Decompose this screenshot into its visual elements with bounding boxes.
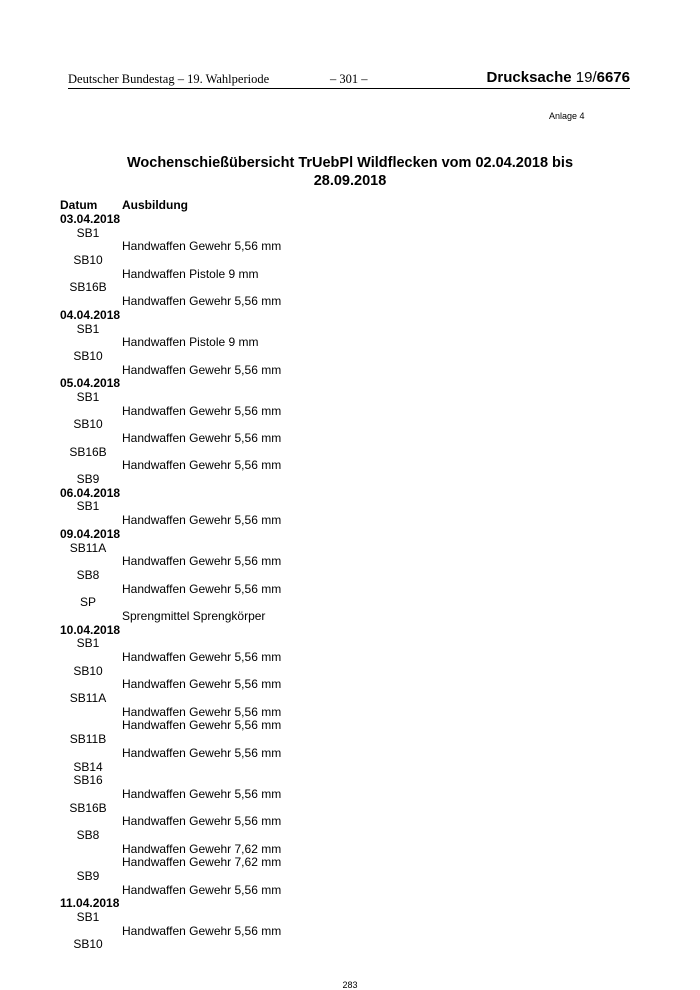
range-row — [0, 596, 700, 610]
range-row — [0, 391, 700, 405]
annex-label: Anlage 4 — [549, 111, 585, 121]
training-row: Handwaffen Gewehr 7,62 mm — [122, 841, 282, 856]
range-label: SB11A — [69, 691, 107, 706]
range-label: SB11B — [69, 732, 107, 747]
range-row — [0, 418, 700, 432]
range-label: SB8 — [76, 567, 100, 582]
training-row: Handwaffen Gewehr 5,56 mm — [122, 239, 282, 254]
header-doc-number: 6676 — [596, 69, 630, 86]
range-label: SB1 — [76, 499, 100, 514]
range-row — [0, 254, 700, 268]
range-row — [0, 473, 700, 487]
range-label: SB10 — [73, 937, 103, 952]
range-row — [0, 911, 700, 925]
date-row: 11.04.2018 — [60, 896, 120, 911]
date-row: 09.04.2018 — [60, 526, 121, 541]
date-row: 03.04.2018 — [60, 212, 121, 226]
header-doc-label: Drucksache — [486, 69, 576, 86]
range-row — [0, 227, 700, 241]
range-row — [0, 542, 700, 556]
training-row: Handwaffen Gewehr 5,56 mm — [122, 745, 282, 760]
range-label: SB9 — [76, 472, 100, 487]
training-row: Handwaffen Pistole 9 mm — [122, 335, 259, 350]
range-label: SB10 — [73, 663, 103, 678]
range-label: SB1 — [76, 389, 100, 404]
range-row — [0, 829, 700, 843]
training-row: Handwaffen Gewehr 5,56 mm — [122, 704, 282, 719]
range-row — [0, 637, 700, 651]
range-label: SB16B — [69, 280, 107, 295]
date-row: 05.04.2018 — [60, 376, 121, 391]
range-label: SB1 — [76, 910, 100, 925]
training-row: Handwaffen Gewehr 5,56 mm — [122, 294, 282, 309]
range-row — [0, 802, 700, 816]
training-row: Sprengmittel Sprengkörper — [122, 608, 266, 623]
training-row: Handwaffen Gewehr 5,56 mm — [122, 403, 282, 418]
training-row: Handwaffen Gewehr 5,56 mm — [122, 786, 282, 801]
training-row: Handwaffen Gewehr 5,56 mm — [122, 814, 282, 829]
training-row: Handwaffen Gewehr 5,56 mm — [122, 718, 282, 733]
date-row: 06.04.2018 — [60, 485, 121, 500]
training-row: Handwaffen Gewehr 5,56 mm — [122, 677, 282, 692]
range-label: SB8 — [76, 827, 100, 842]
range-label: SB16B — [69, 444, 107, 459]
range-label: SB1 — [76, 225, 100, 240]
range-row — [0, 692, 700, 706]
range-row — [0, 774, 700, 788]
range-row — [0, 569, 700, 583]
training-row: Handwaffen Gewehr 5,56 mm — [122, 362, 282, 377]
range-label: SB9 — [76, 869, 100, 883]
range-label: SB16 — [73, 773, 103, 788]
title-line-2: 28.09.2018 — [313, 173, 387, 189]
range-label: SB10 — [73, 348, 103, 363]
range-row — [0, 500, 700, 514]
title-line-1: Wochenschießübersicht TrUebPl Wildflecken vom 02.04.2018 bis — [126, 155, 574, 171]
training-row: Handwaffen Gewehr 5,56 mm — [122, 581, 282, 596]
training-row: Handwaffen Gewehr 5,56 mm — [122, 458, 282, 473]
range-row — [0, 665, 700, 679]
column-header-date: Datum — [60, 198, 98, 212]
page-header — [68, 70, 630, 89]
date-row: 10.04.2018 — [60, 622, 121, 637]
range-label: SB16B — [69, 800, 107, 815]
training-row: Handwaffen Gewehr 5,56 mm — [122, 923, 282, 938]
range-row — [0, 350, 700, 364]
training-row: Handwaffen Gewehr 5,56 mm — [122, 882, 282, 897]
header-doc-prefix: 19/ — [575, 69, 597, 86]
schedule-list — [0, 213, 700, 952]
header-page-number: – 301 – — [330, 72, 368, 86]
range-row — [0, 281, 700, 295]
range-row — [0, 446, 700, 460]
header-parliament: Deutscher Bundestag – 19. Wahlperiode — [68, 72, 270, 86]
range-row — [0, 733, 700, 747]
training-row: Handwaffen Pistole 9 mm — [122, 266, 259, 281]
training-row: Handwaffen Gewehr 5,56 mm — [122, 513, 282, 528]
training-row: Handwaffen Gewehr 5,56 mm — [122, 431, 282, 445]
range-label: SP — [79, 595, 97, 610]
column-header-training: Ausbildung — [122, 198, 188, 212]
range-row — [0, 323, 700, 337]
header-document-number — [487, 69, 630, 86]
range-label: SB10 — [73, 417, 103, 432]
document-title — [60, 154, 640, 190]
range-label: SB1 — [76, 636, 100, 651]
range-label: SB10 — [73, 253, 103, 268]
footer-page-number: 283 — [342, 980, 358, 990]
range-row — [0, 870, 700, 884]
range-label: SB14 — [73, 759, 103, 774]
training-row: Handwaffen Gewehr 7,62 mm — [122, 855, 282, 870]
range-label: SB1 — [76, 321, 100, 336]
date-row: 04.04.2018 — [60, 307, 121, 322]
range-row — [0, 761, 700, 775]
training-row: Handwaffen Gewehr 5,56 mm — [122, 554, 282, 569]
range-row — [0, 938, 700, 952]
training-row: Handwaffen Gewehr 5,56 mm — [122, 650, 282, 664]
range-label: SB11A — [69, 540, 107, 555]
